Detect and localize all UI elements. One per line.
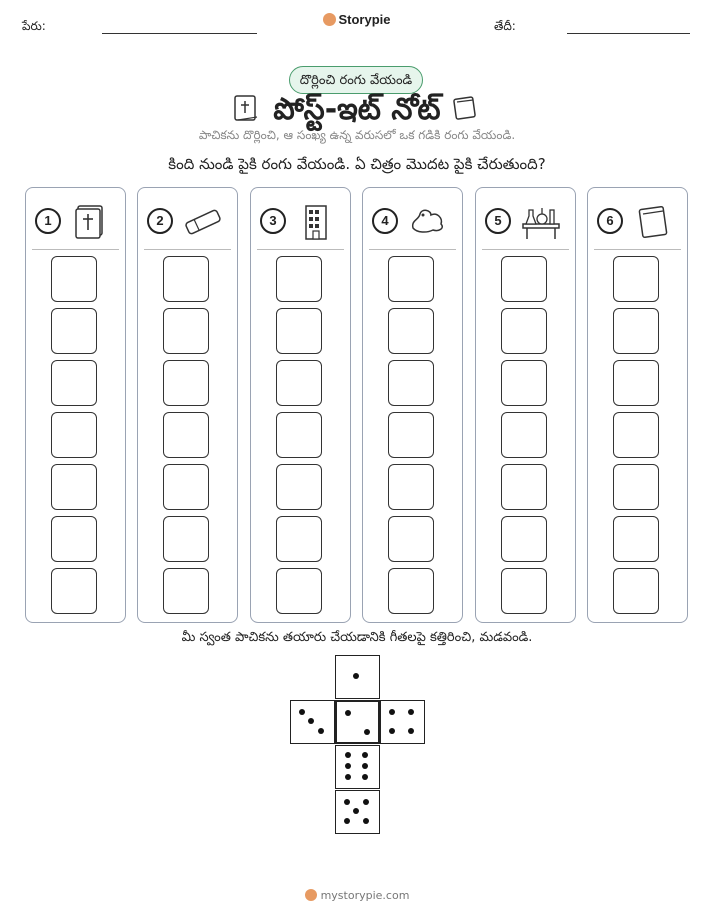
die-face-1 (335, 655, 380, 699)
color-cell[interactable] (501, 412, 547, 458)
column-number: 6 (597, 208, 623, 234)
cell-stack (163, 256, 211, 620)
color-cell[interactable] (163, 308, 209, 354)
brand-name: Storypie (338, 12, 391, 27)
color-cell[interactable] (613, 360, 659, 406)
color-cell[interactable] (163, 256, 209, 302)
building-icon (295, 202, 337, 242)
name-line (102, 33, 257, 34)
color-cell[interactable] (388, 412, 434, 458)
color-cell[interactable] (388, 360, 434, 406)
color-cell[interactable] (276, 568, 322, 614)
subtitle: పాచికను దొర్లించి, ఆ సంఖ్య ఉన్న వరుసలో ఒక గడికి రంగు వేయండి. (198, 128, 516, 142)
color-cell[interactable] (613, 516, 659, 562)
column-divider (257, 249, 344, 250)
question: కింది నుండి పైకి రంగు వేయండి. ఏ చిత్రం మొదట పైకి చేరుతుంది? (168, 155, 546, 173)
color-cell[interactable] (51, 568, 97, 614)
color-cell[interactable] (51, 360, 97, 406)
color-cell[interactable] (388, 256, 434, 302)
cell-stack (388, 256, 436, 620)
color-cell[interactable] (276, 464, 322, 510)
color-cell[interactable] (276, 412, 322, 458)
brand-logo (0, 12, 714, 27)
column-divider (482, 249, 569, 250)
date-label: తేదీ: (494, 19, 516, 33)
footer-url[interactable]: mystorypie.com (320, 889, 410, 902)
color-cell[interactable] (51, 256, 97, 302)
color-cell[interactable] (276, 360, 322, 406)
color-cell[interactable] (276, 516, 322, 562)
slime-icon (407, 202, 449, 242)
color-cell[interactable] (388, 464, 434, 510)
color-cell[interactable] (163, 464, 209, 510)
color-cell[interactable] (51, 464, 97, 510)
column-number: 1 (35, 208, 61, 234)
die-face-2 (335, 700, 380, 744)
color-cell[interactable] (51, 412, 97, 458)
page-title: పోస్ట్-ఇట్ నోట్ (273, 92, 441, 127)
color-cell[interactable] (163, 360, 209, 406)
color-cell[interactable] (388, 516, 434, 562)
sticky-note-icon (632, 202, 674, 242)
bear-logo-icon (323, 13, 336, 26)
column-6 (587, 187, 688, 623)
column-divider (369, 249, 456, 250)
color-cell[interactable] (163, 412, 209, 458)
color-cell[interactable] (163, 568, 209, 614)
column-divider (594, 249, 681, 250)
color-cell[interactable] (51, 516, 97, 562)
column-divider (144, 249, 231, 250)
name-label: పేరు: (22, 19, 46, 33)
column-4 (362, 187, 463, 623)
die-net (290, 655, 425, 835)
color-cell[interactable] (613, 464, 659, 510)
column-5 (475, 187, 576, 623)
column-number: 2 (147, 208, 173, 234)
color-cell[interactable] (501, 308, 547, 354)
color-cell[interactable] (501, 464, 547, 510)
lab-table-icon (520, 202, 562, 242)
color-cell[interactable] (613, 256, 659, 302)
column-2 (137, 187, 238, 623)
die-face-5 (335, 790, 380, 834)
cell-stack (51, 256, 99, 620)
color-cell[interactable] (613, 412, 659, 458)
color-cell[interactable] (51, 308, 97, 354)
activity-badge: దొర్లించి రంగు వేయండి (289, 66, 423, 94)
column-1 (25, 187, 126, 623)
column-number: 3 (260, 208, 286, 234)
column-3 (250, 187, 351, 623)
color-cell[interactable] (276, 256, 322, 302)
color-cell[interactable] (501, 360, 547, 406)
color-cell[interactable] (276, 308, 322, 354)
color-cell[interactable] (163, 516, 209, 562)
die-face-3 (290, 700, 335, 744)
sticky-note-icon (451, 94, 479, 122)
color-cell[interactable] (613, 568, 659, 614)
color-cell[interactable] (388, 568, 434, 614)
cell-stack (501, 256, 549, 620)
date-line (567, 33, 690, 34)
cell-stack (613, 256, 661, 620)
color-cell[interactable] (613, 308, 659, 354)
die-face-4 (380, 700, 425, 744)
die-face-6 (335, 745, 380, 789)
cut-instruction: మీ స్వంత పాచికను తయారు చేయడానికి గీతలపై కత్తిరించి, మడవండి. (181, 630, 533, 645)
bear-logo-icon (305, 889, 317, 901)
footer (0, 889, 714, 902)
color-cell[interactable] (388, 308, 434, 354)
cell-stack (276, 256, 324, 620)
color-cell[interactable] (501, 568, 547, 614)
eraser-icon (182, 202, 224, 242)
color-cell[interactable] (501, 256, 547, 302)
column-divider (32, 249, 119, 250)
column-number: 4 (372, 208, 398, 234)
color-cell[interactable] (501, 516, 547, 562)
bible-icon (70, 202, 112, 242)
column-number: 5 (485, 208, 511, 234)
